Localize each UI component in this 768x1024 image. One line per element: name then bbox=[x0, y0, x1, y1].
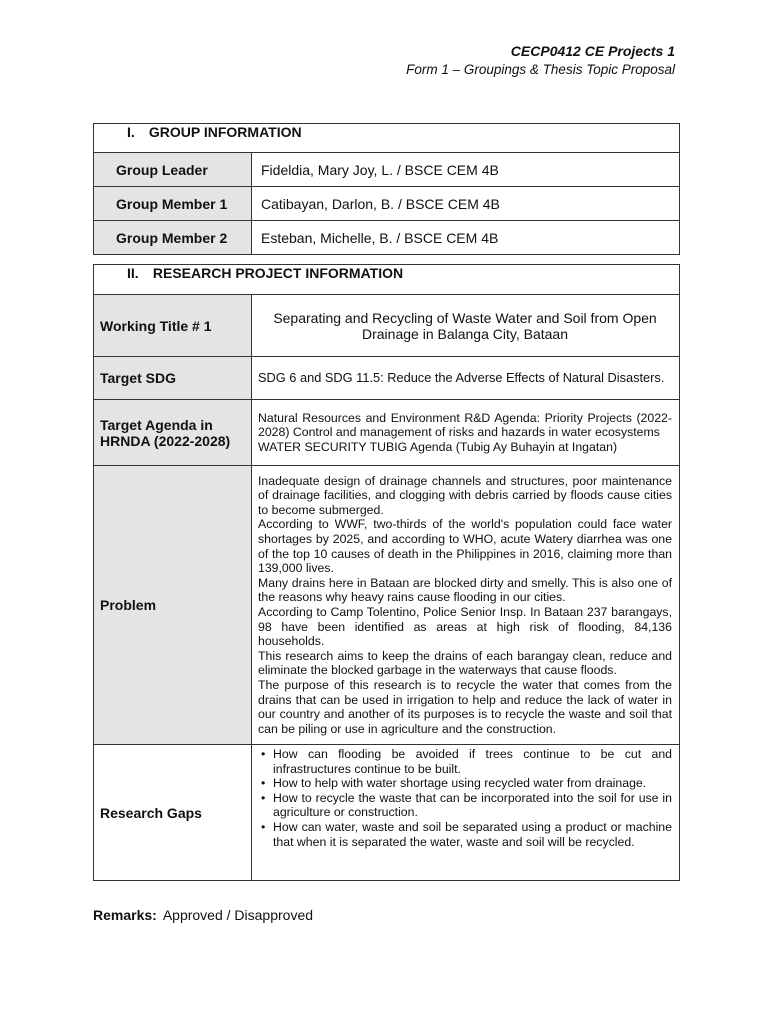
list-item: • How can flooding be avoided if trees continue to be cut and infrastructures continue to be built. bbox=[267, 747, 672, 776]
section-heading-research bbox=[94, 265, 680, 295]
research-gaps-label: Research Gaps bbox=[94, 745, 252, 881]
problem-paragraph: This research aims to keep the drains of each barangay clean, reduce and eliminate the blocked garbage in the waterways that cause floods. bbox=[258, 648, 672, 678]
working-title-label: Working Title # 1 bbox=[94, 295, 252, 357]
target-sdg-value: SDG 6 and SDG 11.5: Reduce the Adverse Effects of Natural Disasters. bbox=[252, 357, 680, 400]
group-information-table bbox=[93, 123, 680, 255]
working-title-value: Separating and Recycling of Waste Water and Soil from Open Drainage in Balanga City, Bataan bbox=[252, 295, 680, 357]
remarks-value: Approved / Disapproved bbox=[162, 907, 314, 923]
research-project-table bbox=[93, 264, 680, 881]
list-item: • How to help with water shortage using recycled water from drainage. bbox=[267, 776, 672, 791]
group-member-1-label: Group Member 1 bbox=[94, 187, 252, 221]
section-title: RESEARCH PROJECT INFORMATION bbox=[152, 265, 404, 281]
problem-paragraph: According to Camp Tolentino, Police Senior Insp. In Bataan 237 barangays, 98 have been identified as areas at high risk of flooding, 84,136 households. bbox=[258, 605, 672, 649]
group-row bbox=[94, 153, 680, 187]
agenda-line: WATER SECURITY TUBIG Agenda (Tubig Ay Buhayin at Ingatan) bbox=[258, 439, 618, 454]
group-member-1-value: Catibayan, Darlon, B. / BSCE CEM 4B bbox=[252, 187, 680, 221]
problem-paragraph: Many drains here in Bataan are blocked dirty and smelly. This is also one of the reasons why heavy rains cause flooding in our cities. bbox=[258, 575, 672, 605]
list-item: • How can water, waste and soil be separated using a product or machine that when it is separated the water, waste and soil will be recycled. bbox=[267, 820, 672, 849]
target-sdg-label: Target SDG bbox=[94, 357, 252, 400]
research-gaps-value bbox=[252, 745, 680, 881]
group-row bbox=[94, 221, 680, 255]
section-title: GROUP INFORMATION bbox=[148, 124, 302, 140]
group-row bbox=[94, 187, 680, 221]
remarks-label: Remarks: bbox=[93, 907, 157, 923]
problem-paragraph: Inadequate design of drainage channels and structures, poor maintenance of drainage facilities, and clogging with debris carried by floods cause cities to become submerged. bbox=[258, 473, 672, 517]
group-leader-label: Group Leader bbox=[94, 153, 252, 187]
list-item: • How to recycle the waste that can be incorporated into the soil for use in agriculture or construction. bbox=[267, 791, 672, 820]
target-agenda-label: Target Agenda in HRNDA (2022-2028) bbox=[94, 400, 252, 466]
agenda-line: Natural Resources and Environment R&D Agenda: Priority Projects (2022-2028) Control and management of risks and hazards in water ecosystems bbox=[258, 410, 672, 440]
research-gaps-list bbox=[258, 747, 672, 849]
form-title: Form 1 – Groupings & Thesis Topic Proposal bbox=[406, 62, 675, 77]
problem-paragraph: According to WWF, two-thirds of the world's population could face water shortages by 2025, and according to WHO, acute Watery diarrhea was one of the top 10 causes of death in the Philippines in 2016, claiming more than 139,000 lives. bbox=[258, 517, 672, 576]
problem-paragraph: The purpose of this research is to recycle the water that comes from the drains that can be used in irrigation to help and reduce the lack of water in our country and another of its purposes is to recycle the waste and soil that can be piling or use in agriculture and the construction. bbox=[258, 677, 672, 736]
section-number: I. bbox=[127, 124, 135, 140]
course-code: CECP0412 CE Projects 1 bbox=[510, 43, 675, 59]
problem-value bbox=[252, 466, 680, 745]
group-leader-value: Fideldia, Mary Joy, L. / BSCE CEM 4B bbox=[252, 153, 680, 187]
group-member-2-value: Esteban, Michelle, B. / BSCE CEM 4B bbox=[252, 221, 680, 255]
remarks bbox=[93, 907, 313, 923]
target-agenda-value bbox=[252, 400, 680, 466]
group-member-2-label: Group Member 2 bbox=[94, 221, 252, 255]
problem-label: Problem bbox=[94, 466, 252, 745]
section-heading-group bbox=[94, 124, 680, 153]
section-number: II. bbox=[127, 265, 139, 281]
